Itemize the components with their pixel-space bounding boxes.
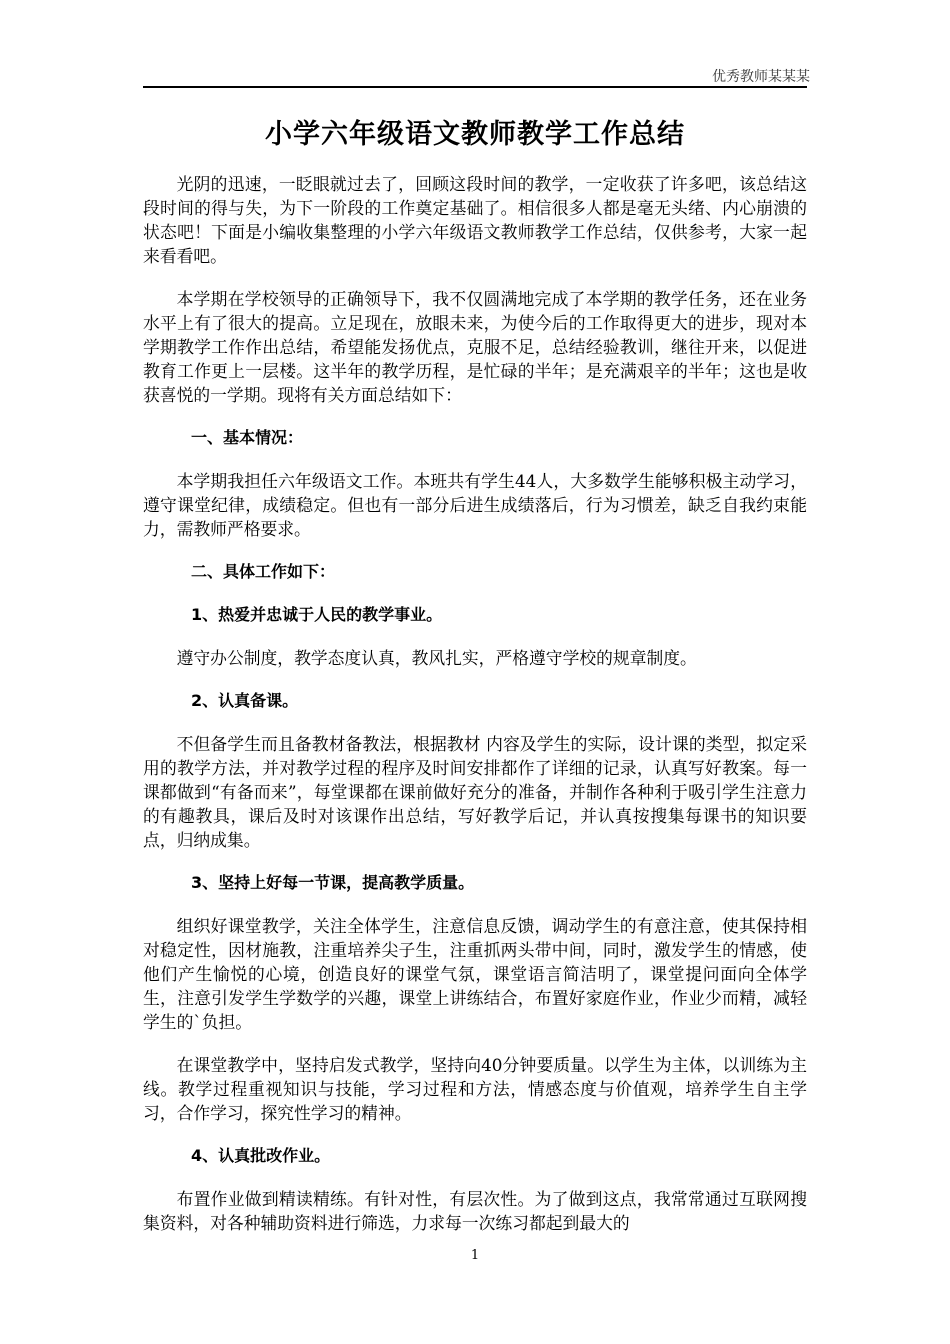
paragraph-basic: 本学期我担任六年级语文工作。本班共有学生44人，大多数学生能够积极主动学习，遵守课堂纪律，成绩稳定。但也有一部分后进生成绩落后，行为习惯差，缺乏自我约束能力，需教师严格要求。 xyxy=(143,471,807,539)
paragraph-overview: 本学期在学校领导的正确领导下，我不仅圆满地完成了本学期的教学任务，还在业务水平上有了很大的提高。立足现在，放眼未来，为使今后的工作取得更大的进步，现对本学期教学工作作出总结，希望能发扬优点，克服不足，总结经验教训，继往开来，以促进教育工作更上一层楼。这半年的教学历程，是忙碌的半年；是充满艰辛的半年；这也是收获喜悦的一学期。现将有关方面总结如下： xyxy=(143,289,807,405)
document-body xyxy=(143,172,807,1254)
page-number: 1 xyxy=(470,1248,480,1263)
subheading-lesson-prep: 2、认真备课。 xyxy=(191,691,299,710)
section-heading-basic: 一、基本情况： xyxy=(191,428,304,447)
paragraph-dedication: 遵守办公制度，教学态度认真，教风扎实，严格遵守学校的规章制度。 xyxy=(176,648,697,668)
paragraph-classroom: 组织好课堂教学，关注全体学生，注意信息反馈，调动学生的有意注意，使其保持相对稳定性，因材施教，注重培养尖子生，注重抓两头带中间，同时，激发学生的情感，使他们产生愉悦的心境，创造良好的课堂气氛，课堂语言简洁明了，课堂提问面向全体学生，注意引发学生学数学的兴趣，课堂上讲练结合，布置好家庭作业，作业少而精，减轻学生的`负担。 xyxy=(143,916,807,1032)
section-heading-work: 二、具体工作如下： xyxy=(191,562,336,581)
subheading-dedication: 1、热爱并忠诚于人民的教学事业。 xyxy=(191,605,443,624)
page-title: 小学六年级语文教师教学工作总结 xyxy=(265,119,685,150)
paragraph-heuristic: 在课堂教学中，坚持启发式教学，坚持向40分钟要质量。以学生为主体，以训练为主线。教学过程重视知识与技能，学习过程和方法，情感态度与价值观，培养学生自主学习，合作学习，探究性学习的精神。 xyxy=(143,1055,807,1123)
subheading-teaching-quality: 3、坚持上好每一节课，提高教学质量。 xyxy=(191,873,475,892)
header-text: 优秀教师某某某 xyxy=(712,69,810,85)
paragraph-intro: 光阴的迅速，一眨眼就过去了，回顾这段时间的教学，一定收获了许多吧，该总结这段时间的得与失，为下一阶段的工作奠定基础了。相信很多人都是毫无头绪、内心崩溃的状态吧！下面是小编收集整理的小学六年级语文教师教学工作总结，仅供参考，大家一起来看看吧。 xyxy=(143,174,807,266)
paragraph-homework: 布置作业做到精读精练。有针对性，有层次性。为了做到这点，我常常通过互联网搜集资料，对各种辅助资料进行筛选，力求每一次练习都起到最大的 xyxy=(143,1189,807,1233)
subheading-homework: 4、认真批改作业。 xyxy=(191,1146,331,1165)
header-rule xyxy=(143,86,807,88)
paragraph-lesson-prep: 不但备学生而且备教材备教法，根据教材 内容及学生的实际，设计课的类型，拟定采用的教学方法，并对教学过程的程序及时间安排都作了详细的记录，认真写好教案。每一课都做到“有备而来”，每堂课都在课前做好充分的准备，并制作各种利于吸引学生注意力的有趣教具，课后及时对该课作出总结，写好教学后记，并认真按搜集每课书的知识要点，归纳成集。 xyxy=(143,734,807,850)
